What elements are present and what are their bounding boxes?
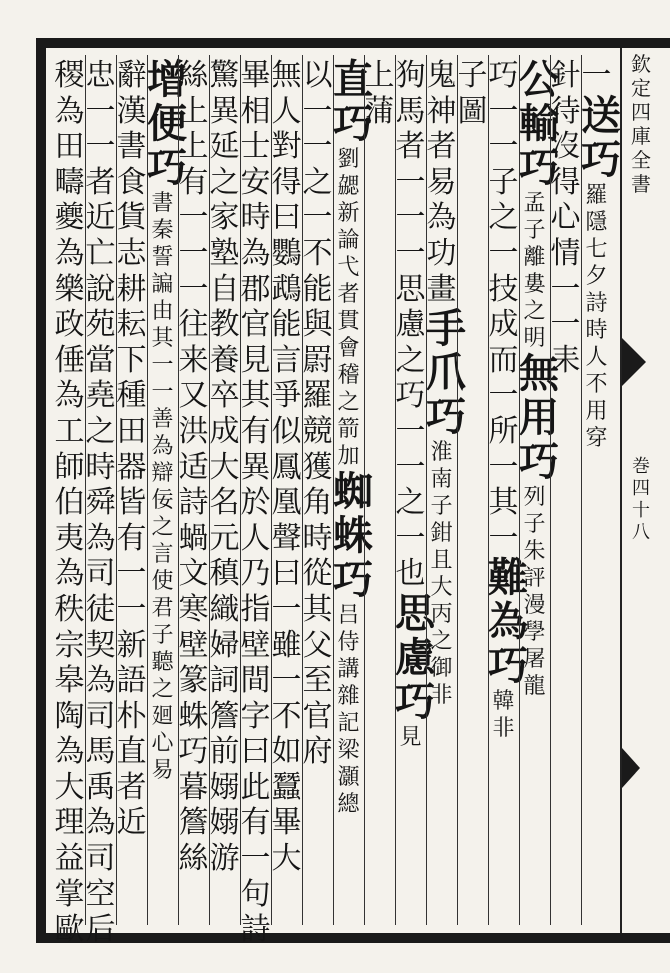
entry-heading: 增便巧 xyxy=(147,56,187,191)
column-rule xyxy=(364,55,365,925)
entry-text: 一 xyxy=(581,58,612,93)
text-column xyxy=(116,58,147,841)
frame-border-left xyxy=(36,38,46,943)
column-rule xyxy=(209,55,210,925)
column-rule xyxy=(271,55,272,925)
entry-heading: 公輸巧 xyxy=(519,56,559,191)
entry-text: 辭漢書食貨志耕耘下種田器皆有一一新語朴直者近 xyxy=(116,58,147,841)
text-column xyxy=(333,56,373,818)
entry-heading: 直巧 xyxy=(333,56,373,147)
entry-annotation: 羅隱七夕詩時人不用穿 xyxy=(585,182,608,451)
entry-annotation: 孟子離婁之明 xyxy=(523,191,546,351)
column-rule xyxy=(302,55,303,925)
entry-heading: 送巧 xyxy=(581,91,621,183)
column-rule xyxy=(581,55,582,925)
entry-text: 以一一之一不能與罻羅競獲 xyxy=(302,58,333,485)
text-column xyxy=(271,58,302,877)
column-rule xyxy=(240,55,241,925)
entry-text: 絲上上有一一一往来又洪适詩蝸文寒壁篆蛛巧暮簷絲 xyxy=(178,58,209,877)
column-rule xyxy=(457,55,458,925)
entry-annotation: 書秦誓諞由其一一善為辯佞之言使君子聽之廻心易 xyxy=(151,191,174,783)
entry-heading: 手爪巧 xyxy=(426,305,466,441)
column-rule xyxy=(426,55,427,925)
column-rule xyxy=(85,55,86,925)
text-column xyxy=(581,58,621,452)
entry-annotation: 淮南子鉗且大丙之御非 xyxy=(430,440,453,709)
text-column xyxy=(457,58,488,129)
fish-tail-mark-lower xyxy=(622,748,640,788)
side-margin-volume: 巻四十八 xyxy=(632,456,650,543)
column-rule xyxy=(116,55,117,925)
entry-text: 忠一一者近亡說苑當堯之時舜為司徒契為司馬禹為司空后 xyxy=(85,58,116,948)
text-column xyxy=(85,58,116,948)
entry-text: 技成而一所一其一 xyxy=(488,271,519,556)
entry-heading: 難為巧 xyxy=(488,554,528,690)
text-column xyxy=(54,58,85,948)
column-rule xyxy=(147,55,148,925)
entry-annotation: 吕侍講雜記梁灝總 xyxy=(337,603,360,817)
entry-text: 子圖 xyxy=(457,58,488,129)
column-rule xyxy=(550,55,551,925)
column-rule xyxy=(488,55,489,925)
frame-border-top xyxy=(36,38,670,48)
text-column xyxy=(240,58,271,948)
entry-heading: 蜘蛛巧 xyxy=(333,468,373,603)
entry-heading: 無用巧 xyxy=(519,350,559,485)
entry-text: 無人對得曰鸚鵡能言爭似鳳凰聲曰一雖一不如蠶畢大 xyxy=(271,58,302,877)
entry-annotation: 韓非 xyxy=(492,689,515,742)
entry-text: 上蒲 xyxy=(364,58,395,129)
side-margin xyxy=(620,48,670,933)
entry-text: 角時從其父至官府 xyxy=(302,485,333,770)
entry-annotation: 見 xyxy=(399,724,422,750)
text-column xyxy=(302,58,333,770)
entry-text: 畢相士安時為郡官見其有異於人乃指壁間字曰此有一句詩 xyxy=(240,58,271,948)
text-column xyxy=(395,58,435,751)
entry-text: 思慮之巧一一之一也 xyxy=(395,271,426,592)
entry-annotation: 列子朱評漫學屠龍 xyxy=(523,485,546,699)
side-margin-header: 欽定四庫全書 xyxy=(631,52,651,196)
column-rule xyxy=(395,55,396,925)
column-rule xyxy=(519,55,520,925)
entry-text: 針待沒得心情一一耒 xyxy=(550,58,581,378)
column-rule xyxy=(178,55,179,925)
text-column xyxy=(147,56,187,784)
entry-text: 稷為田疇夔為樂政倕為工師伯夷為秩宗皋陶為大理益掌歐 xyxy=(54,58,85,948)
entry-text: 狗馬者一一一 xyxy=(395,58,426,271)
entry-heading: 思慮巧 xyxy=(395,589,435,725)
entry-text: 巧一一子之一 xyxy=(488,58,519,271)
entry-annotation: 劉勰新論弋者貫會稽之箭加 xyxy=(337,147,360,469)
text-column xyxy=(209,58,240,877)
text-column xyxy=(488,58,528,742)
frame-border-bottom xyxy=(36,933,670,943)
entry-text: 驚異延之家塾自教養卒成大名元稹織婦詞簷前嫋嫋游 xyxy=(209,58,240,877)
entry-text: 鬼神者易為功畫 xyxy=(426,58,457,307)
column-rule xyxy=(333,55,334,925)
fish-tail-mark xyxy=(622,338,646,386)
